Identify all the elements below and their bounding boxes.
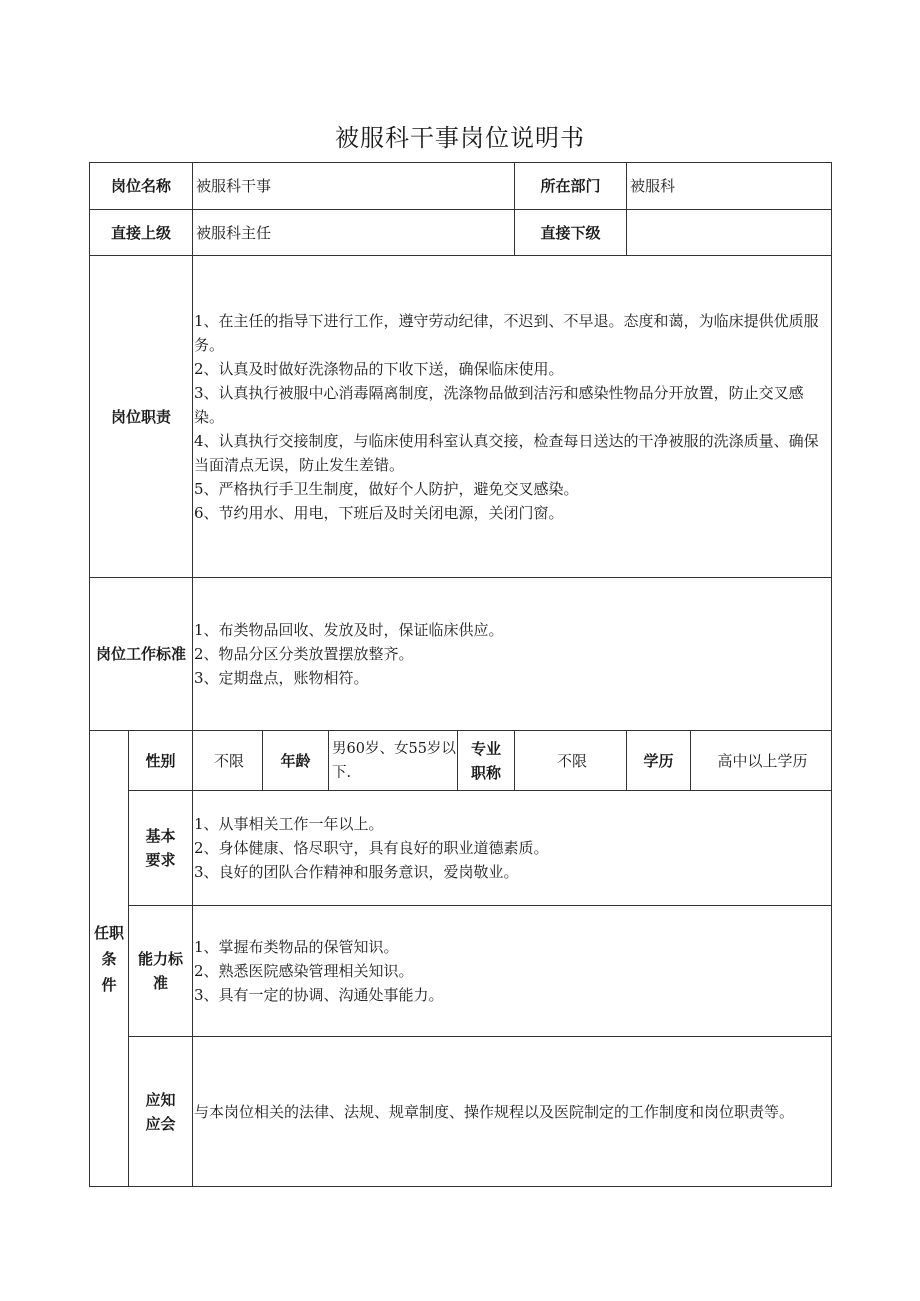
duty-item: 4、认真执行交接制度，与临床使用科室认真交接，检查每日送达的干净被服的洗涤质量、确保当面清点无误，防止发生差错。 (194, 431, 819, 474)
ability-standard-item: 3、具有一定的协调、沟通处事能力。 (194, 986, 444, 1004)
required-knowledge-label (129, 1037, 193, 1187)
qualifications-label (90, 731, 129, 1187)
basic-requirements-list (193, 791, 832, 906)
required-knowledge-label-line: 应知 (145, 1090, 176, 1109)
age-value: 男60岁、女55岁以下. (329, 731, 458, 791)
qualifications-label-line: 件 (101, 975, 117, 994)
row-basic-info (90, 731, 832, 791)
ability-standards-label-line: 能力标 (138, 950, 184, 968)
standard-item: 1、布类物品回收、发放及时，保证临床供应。 (194, 621, 504, 639)
basic-requirement-item: 2、身体健康、恪尽职守，具有良好的职业道德素质。 (194, 839, 549, 857)
row-ability-standards (90, 906, 832, 1037)
row-superior (90, 210, 832, 256)
education-value: 高中以上学历 (691, 731, 832, 791)
standards-label: 岗位工作标准 (90, 578, 193, 731)
basic-requirements-label-line: 要求 (145, 851, 176, 869)
standard-item: 2、物品分区分类放置摆放整齐。 (194, 645, 414, 663)
duty-item: 2、认真及时做好洗涤物品的下收下送，确保临床使用。 (194, 359, 564, 378)
basic-requirement-item: 1、从事相关工作一年以上。 (194, 815, 384, 833)
duty-item: 6、节约用水、用电，下班后及时关闭电源，关闭门窗。 (194, 503, 564, 522)
basic-requirements-label (129, 791, 193, 906)
subordinate-value (627, 210, 832, 256)
qualifications-label-line: 条 (101, 949, 117, 968)
required-knowledge-text: 与本岗位相关的法律、法规、规章制度、操作规程以及医院制定的工作制度和岗位职责等。 (193, 1037, 832, 1187)
professional-title-label-line: 职称 (471, 763, 502, 782)
ability-standards-label (129, 906, 193, 1037)
ability-standards-label-line: 准 (153, 974, 169, 992)
qualifications-label-line: 任职 (93, 923, 124, 942)
duties-list (193, 256, 832, 578)
gender-label: 性别 (129, 731, 193, 791)
basic-requirements-label-line: 基本 (145, 827, 176, 845)
row-basic-requirements (90, 791, 832, 906)
superior-value: 被服科主任 (193, 210, 515, 256)
row-duties (90, 256, 832, 578)
gender-value: 不限 (193, 731, 263, 791)
row-standards (90, 578, 832, 731)
professional-title-label-line: 专业 (471, 739, 502, 758)
standards-list (193, 578, 832, 731)
department-label: 所在部门 (515, 163, 627, 210)
ability-standard-item: 1、掌握布类物品的保管知识。 (194, 938, 399, 956)
superior-label: 直接上级 (90, 210, 193, 256)
professional-title-label (458, 731, 515, 791)
professional-title-value: 不限 (515, 731, 627, 791)
department-value: 被服科 (627, 163, 832, 210)
job-description-table (89, 162, 832, 1187)
document-title: 被服科干事岗位说明书 (335, 124, 585, 152)
duty-item: 3、认真执行被服中心消毒隔离制度，洗涤物品做到洁污和感染性物品分开放置，防止交叉感染。 (194, 383, 804, 426)
row-position (90, 163, 832, 210)
duty-item: 1、在主任的指导下进行工作，遵守劳动纪律，不迟到、不早退。态度和蔼，为临床提供优质服务。 (194, 311, 819, 354)
education-label: 学历 (627, 731, 691, 791)
basic-requirement-item: 3、良好的团队合作精神和服务意识，爱岗敬业。 (194, 863, 519, 881)
ability-standard-item: 2、熟悉医院感染管理相关知识。 (194, 962, 414, 980)
duties-label: 岗位职责 (90, 256, 193, 578)
position-name-value: 被服科干事 (193, 163, 515, 210)
required-knowledge-label-line: 应会 (145, 1114, 176, 1133)
position-name-label: 岗位名称 (90, 163, 193, 210)
subordinate-label: 直接下级 (515, 210, 627, 256)
ability-standards-list (193, 906, 832, 1037)
standard-item: 3、定期盘点，账物相符。 (194, 669, 369, 687)
age-label: 年龄 (263, 731, 329, 791)
row-required-knowledge (90, 1037, 832, 1187)
duty-item: 5、严格执行手卫生制度，做好个人防护，避免交叉感染。 (194, 479, 579, 498)
